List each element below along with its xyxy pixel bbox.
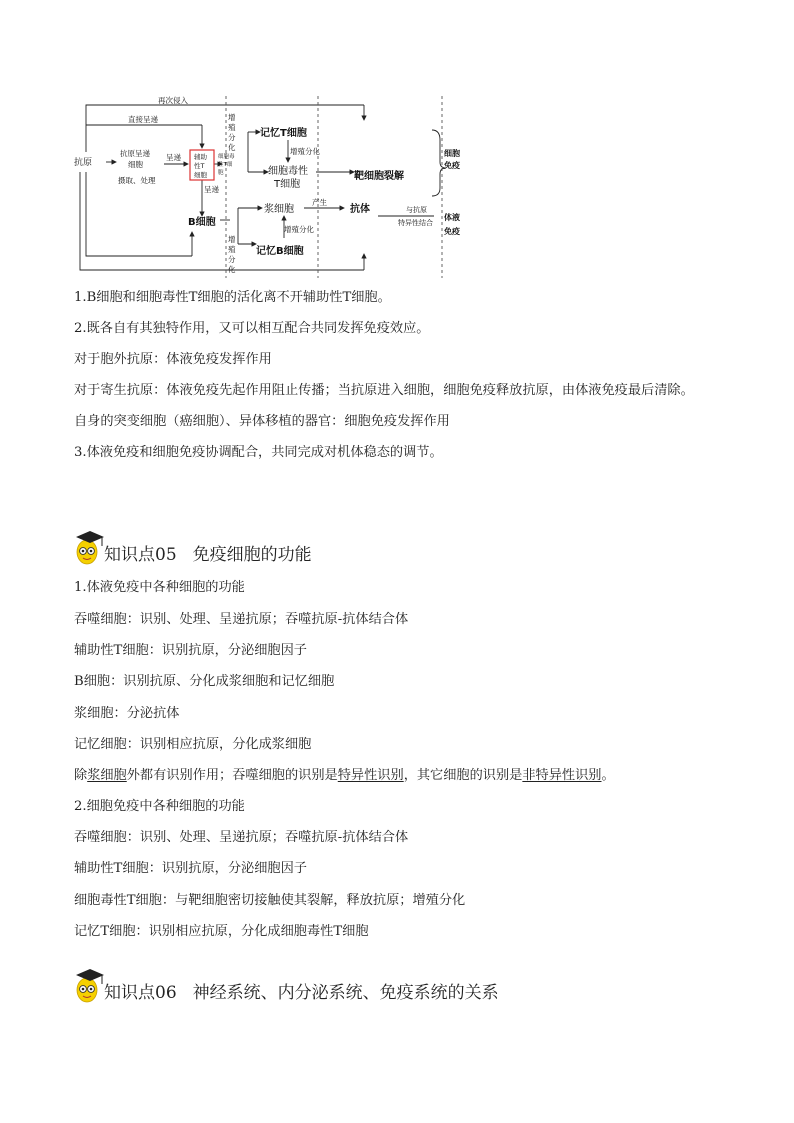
helper-t-1: 辅助 <box>194 153 207 161</box>
note-underline-specific: 特异性识别 <box>337 768 404 783</box>
prolif-bottom-3: 分 <box>228 255 236 264</box>
sec5-line-5: 浆细胞：分泌抗体 <box>74 706 180 721</box>
memory-b-label: 记忆B细胞 <box>256 246 304 257</box>
immune-response-diagram <box>72 92 460 282</box>
produce-label: 产生 <box>312 198 327 207</box>
plasma-cell-label: 浆细胞 <box>264 204 294 215</box>
apc-label-2: 细胞 <box>128 160 143 169</box>
present-label: 呈递 <box>166 153 181 162</box>
section-05-title-wrap <box>104 540 312 565</box>
cell-immunity-2: 免疫 <box>444 161 460 170</box>
paragraph-4: 对于寄生抗原：体液免疫先起作用阻止传播；当抗原进入细胞，细胞免疫释放抗原，由体液免疫最后清除。 <box>74 383 694 398</box>
prolif-top-3: 分 <box>228 133 236 142</box>
sec5-note <box>74 768 615 784</box>
b-cell-label: B细胞 <box>188 217 216 228</box>
sec5-line-6: 记忆细胞：识别相应抗原，分化成浆细胞 <box>74 737 312 752</box>
factor-2: 性T细 <box>218 162 233 168</box>
prolif-top-2: 殖 <box>228 123 236 132</box>
cell-immunity-1: 细胞 <box>444 149 460 158</box>
humoral-immunity-1: 体液 <box>444 213 460 222</box>
humoral-immunity-2: 免疫 <box>444 227 460 236</box>
paragraph-2: 2.既各自有其独特作用，又可以相互配合共同发挥免疫效应。 <box>74 321 430 336</box>
scholar-mascot-icon <box>74 966 104 1006</box>
sec5-line-10: 细胞毒性T细胞：与靶细胞密切接触使其裂解，释放抗原；增殖分化 <box>74 893 466 908</box>
capture-process-label: 摄取、处理 <box>118 176 156 185</box>
bind-label-1: 与抗原 <box>406 206 427 214</box>
section-05-number: 知识点05 <box>104 545 177 565</box>
cytotoxic-t-1: 细胞毒性 <box>268 166 308 177</box>
helper-t-2: 性T <box>194 162 205 170</box>
sec5-line-2: 吞噬细胞：识别、处理、呈递抗原；吞噬抗原-抗体结合体 <box>74 612 409 627</box>
sec5-line-4: B细胞：识别抗原、分化成浆细胞和记忆细胞 <box>74 674 335 689</box>
prolif-bottom-2: 殖 <box>228 245 236 254</box>
paragraph-6: 3.体液免疫和细胞免疫协调配合，共同完成对机体稳态的调节。 <box>74 445 443 460</box>
prolif-b-label: 增殖分化 <box>284 225 314 234</box>
memory-t-label: 记忆T细胞 <box>260 128 307 139</box>
section-05-title: 免疫细胞的功能 <box>192 545 312 565</box>
sec5-line-11: 记忆T细胞：识别相应抗原，分化成细胞毒性T细胞 <box>74 924 369 939</box>
paragraph-1: 1.B细胞和细胞毒性T细胞的活化离不开辅助性T细胞。 <box>74 290 391 305</box>
section-06-title: 神经系统、内分泌系统、免疫系统的关系 <box>192 983 499 1003</box>
cytotoxic-t-2: T细胞 <box>274 179 301 190</box>
helper-t-3: 细胞 <box>194 171 207 179</box>
present-down-label: 呈递 <box>204 185 219 194</box>
sec5-line-8: 吞噬细胞：识别、处理、呈递抗原；吞噬抗原-抗体结合体 <box>74 830 409 845</box>
factor-3: 胞 <box>218 170 224 176</box>
sec5-line-1: 1.体液免疫中各种细胞的功能 <box>74 580 245 595</box>
factor-1: 细胞毒 <box>218 154 235 160</box>
prolif-bottom-1: 增 <box>228 235 236 244</box>
target-lysis-label: 靶细胞裂解 <box>354 171 404 182</box>
note-part-1: 除 <box>74 768 88 783</box>
antibody-label: 抗体 <box>350 204 370 215</box>
sec5-line-7: 2.细胞免疫中各种细胞的功能 <box>74 799 245 814</box>
prolif-bottom-4: 化 <box>228 265 236 274</box>
sec5-line-9: 辅助性T细胞：识别抗原，分泌细胞因子 <box>74 861 307 876</box>
prolif-top-1: 增 <box>228 113 236 122</box>
section-06-heading <box>74 966 674 1010</box>
paragraph-5: 自身的突变细胞（癌细胞）、异体移植的器官：细胞免疫发挥作用 <box>74 414 450 429</box>
section-06-title-wrap <box>104 978 499 1003</box>
section-06-number: 知识点06 <box>104 983 177 1003</box>
antigen-label: 抗原 <box>74 158 93 168</box>
prolif-mid-label: 增殖分化 <box>290 147 320 156</box>
note-part-2: 外都有识别作用；吞噬细胞的识别是 <box>126 768 338 783</box>
reinvade-label-top: 再次侵入 <box>158 96 188 105</box>
note-part-4: 。 <box>601 768 615 783</box>
apc-label-1: 抗原呈递 <box>120 149 150 158</box>
note-underline-plasma: 浆细胞 <box>87 768 127 783</box>
section-05-heading <box>74 528 674 572</box>
direct-present-label-top: 直接呈递 <box>128 115 158 124</box>
prolif-top-4: 化 <box>228 143 236 152</box>
scholar-mascot-icon <box>74 528 104 568</box>
sec5-line-3: 辅助性T细胞：识别抗原，分泌细胞因子 <box>74 643 307 658</box>
note-part-3: ，其它细胞的识别是 <box>403 768 523 783</box>
paragraph-3: 对于胞外抗原：体液免疫发挥作用 <box>74 352 272 367</box>
bind-label-2: 特异性结合 <box>398 219 433 227</box>
note-underline-nonspecific: 非特异性识别 <box>522 768 602 783</box>
